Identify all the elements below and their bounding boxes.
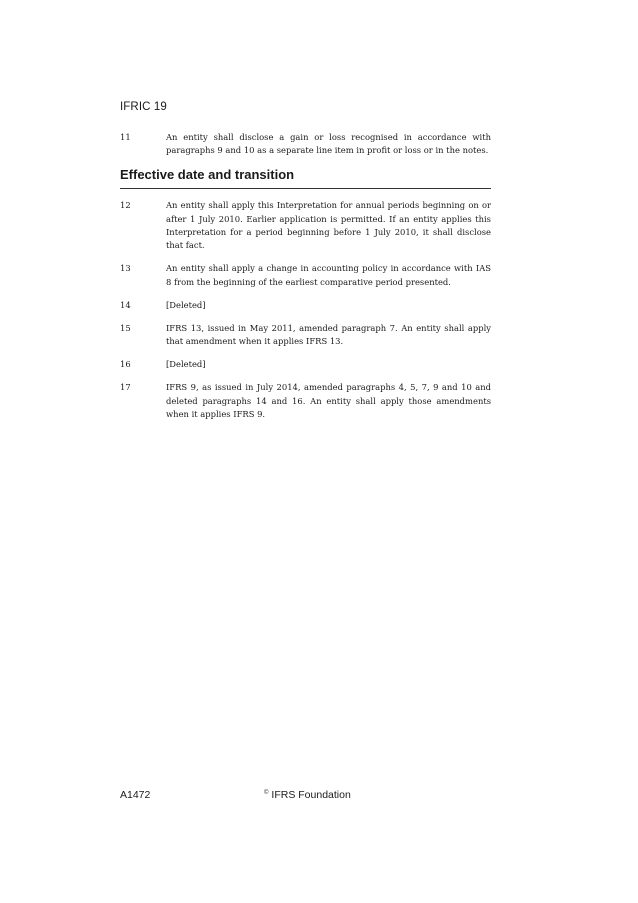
- paragraph-number: 17: [120, 382, 131, 393]
- copyright-notice: [264, 789, 351, 801]
- paragraph-text: IFRS 13, issued in May 2011, amended paragraph 7. An entity shall apply that amendment when it applies IFRS 13.: [166, 322, 491, 347]
- paragraph-text: [Deleted]: [166, 299, 206, 310]
- paragraph-number: 11: [120, 132, 131, 142]
- paragraph-11: [120, 131, 491, 158]
- document-body: [120, 131, 491, 431]
- paragraph-number: 15: [120, 322, 131, 333]
- copyright-symbol: ©: [264, 790, 269, 796]
- paragraph-text: An entity shall apply this Interpretation for annual periods beginning on or after 1 July 2010. Earlier application is permitted. If an entity applies this Interpretation for a period beginning before 1 July 2010, it shall disclose that fact.: [166, 200, 491, 251]
- paragraph-number: 14: [120, 299, 131, 310]
- paragraph-17: [120, 381, 491, 421]
- running-header: IFRIC 19: [120, 101, 167, 113]
- section-heading: Effective date and transition: [120, 167, 491, 189]
- paragraph-text: An entity shall apply a change in accounting policy in accordance with IAS 8 from the beginning of the earliest comparative period presented.: [166, 263, 491, 287]
- paragraph-number: 13: [120, 263, 131, 274]
- page-number: A1472: [120, 789, 151, 801]
- paragraph-text: [Deleted]: [166, 359, 206, 370]
- paragraph-12: [120, 199, 491, 252]
- paragraph-text: IFRS 9, as issued in July 2014, amended paragraphs 4, 5, 7, 9 and 10 and deleted paragraphs 14 and 16. An entity shall apply those amendments when it applies IFRS 9.: [166, 382, 491, 419]
- paragraph-15: [120, 322, 491, 349]
- paragraph-text: An entity shall disclose a gain or loss recognised in accordance with paragraphs 9 and 10 as a separate line item in profit or loss or in the notes.: [166, 132, 491, 156]
- paragraph-number: 16: [120, 359, 131, 370]
- copyright-text: IFRS Foundation: [271, 789, 351, 801]
- paragraph-13: [120, 262, 491, 289]
- paragraph-16: [120, 358, 491, 371]
- paragraph-14: [120, 299, 491, 312]
- paragraph-number: 12: [120, 200, 131, 211]
